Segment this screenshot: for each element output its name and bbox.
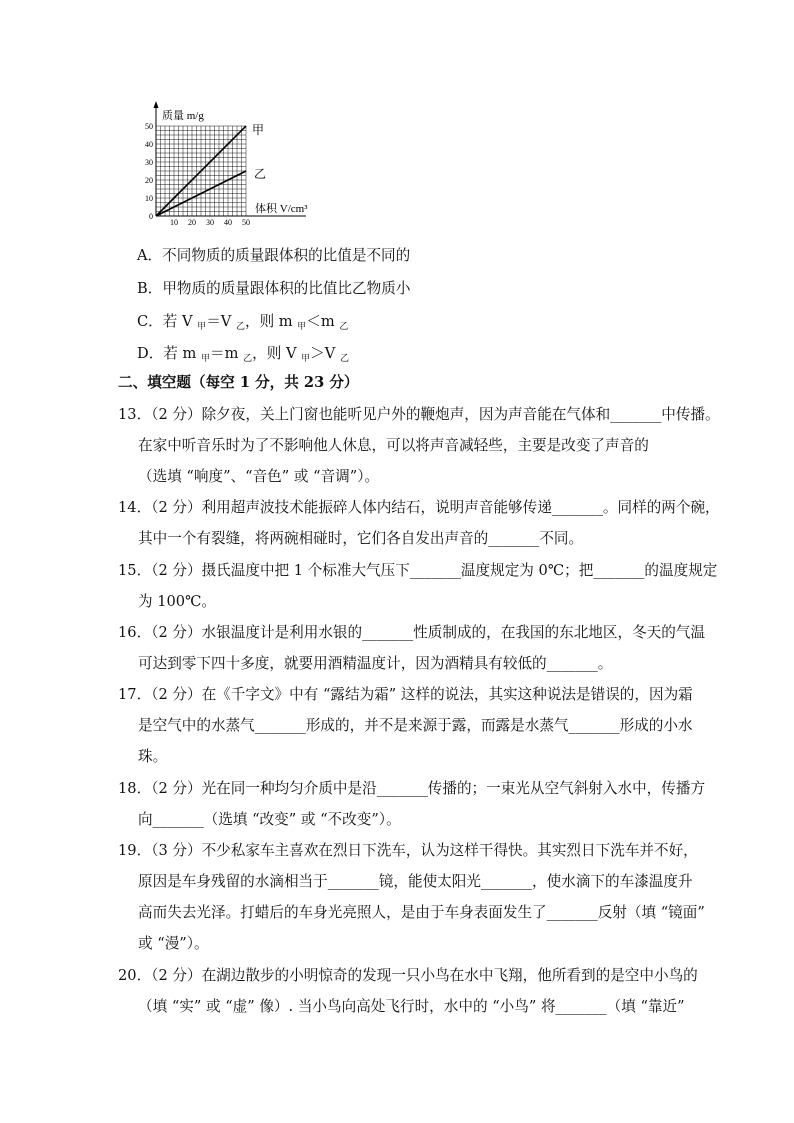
series-label-yi: 乙 bbox=[254, 167, 267, 181]
section-title: 二、填空题（每空 1 分，共 23 分） bbox=[118, 374, 359, 391]
x-tick-label: 50 bbox=[242, 218, 250, 227]
q16-line1: 16．（2 分）水银温度计是利用水银的_______性质制成的，在我国的东北地区，冬天的气温 bbox=[118, 624, 706, 641]
q15-line2: 为 100℃。 bbox=[138, 593, 217, 610]
q17-line2: 是空气中的水蒸气_______形成的，并不是来源于露，而露是水蒸气_______形成的小水 bbox=[138, 717, 693, 734]
q19-line3: 高而失去光泽。打蜡后的车身光亮照人，是由于车身表面发生了_______反射（填 “镜面” bbox=[138, 904, 705, 921]
q17-line1: 17．（2 分）在《千字文》中有 “露结为霜” 这样的说法，其实这种说法是错误的，因为霜 bbox=[118, 686, 693, 703]
option-a: A．不同物质的质量跟体积的比值是不同的 bbox=[137, 247, 411, 264]
x-tick-label: 20 bbox=[188, 218, 196, 227]
q18-line2: 向_______（选填 “改变” 或 “不改变”）。 bbox=[138, 811, 401, 828]
series-label-jia: 甲 bbox=[252, 123, 265, 137]
y-axis-arrow bbox=[154, 101, 159, 108]
y-axis-label: 质量 m/g bbox=[162, 110, 204, 122]
option-b: B．甲物质的质量跟体积的比值比乙物质小 bbox=[137, 280, 411, 297]
y-tick-label: 20 bbox=[145, 176, 153, 185]
x-tick-label: 40 bbox=[224, 218, 232, 227]
q16-line2: 可达到零下四十多度，就要用酒精温度计，因为酒精具有较低的_______。 bbox=[138, 655, 613, 672]
q19-line2: 原因是车身残留的水滴相当于_______镜，能使太阳光_______，使水滴下的车漆温度升 bbox=[138, 873, 693, 890]
x-tick-label: 30 bbox=[206, 218, 214, 227]
q20-line2: （填 “实” 或 “虚” 像）. 当小鸟向高处飞行时，水中的 “小鸟” 将_______（填 “靠近” bbox=[138, 998, 685, 1015]
y-tick-label: 0 bbox=[149, 212, 153, 221]
y-tick-label: 30 bbox=[145, 158, 153, 167]
q17-line3: 珠。 bbox=[138, 748, 168, 765]
q14-line1: 14．（2 分）利用超声波技术能振碎人体内结石，说明声音能够传递_______。同样的两个碗， bbox=[118, 499, 720, 516]
q13-line3: （选填 “响度”、“音色” 或 “音调”）。 bbox=[138, 468, 380, 485]
x-axis-label: 体积 V/cm³ bbox=[255, 203, 308, 215]
q13-line1: 13．（2 分）除夕夜，关上门窗也能听见户外的鞭炮声，因为声音能在气体和_______中传播。 bbox=[118, 406, 720, 423]
q13-line2: 在家中听音乐时为了不影响他人休息，可以将声音减轻些，主要是改变了声音的 bbox=[138, 437, 649, 454]
option-c: C．若 V $_甲$＝V $_乙$，则 m $_甲$＜m $_乙$ bbox=[137, 313, 349, 332]
mass-volume-chart bbox=[138, 100, 318, 230]
x-tick-label: 10 bbox=[170, 218, 178, 227]
q14-line2: 其中一个有裂缝，将两碗相碰时，它们各自发出声音的_______不同。 bbox=[138, 530, 584, 547]
q18-line1: 18．（2 分）光在同一种均匀介质中是沿_______传播的；一束光从空气斜射入水中，传播方 bbox=[118, 780, 706, 797]
y-tick-label: 50 bbox=[145, 122, 153, 131]
y-tick-label: 40 bbox=[145, 140, 153, 149]
q19-line4: 或 “漫”）。 bbox=[138, 935, 209, 952]
q15-line1: 15．（2 分）摄氏温度中把 1 个标准大气压下_______温度规定为 0℃；把_______的温度规定 bbox=[118, 562, 718, 579]
q19-line1: 19．（3 分）不少私家车主喜欢在烈日下洗车，认为这样干得快。其实烈日下洗车并不好， bbox=[118, 842, 698, 859]
q20-line1: 20．（2 分）在湖边散步的小明惊奇的发现一只小鸟在水中飞翔，他所看到的是空中小鸟的 bbox=[118, 967, 698, 984]
y-tick-label: 10 bbox=[145, 194, 153, 203]
option-d: D．若 m $_甲$＝m $_乙$，则 V $_甲$＞V $_乙$ bbox=[137, 345, 349, 364]
